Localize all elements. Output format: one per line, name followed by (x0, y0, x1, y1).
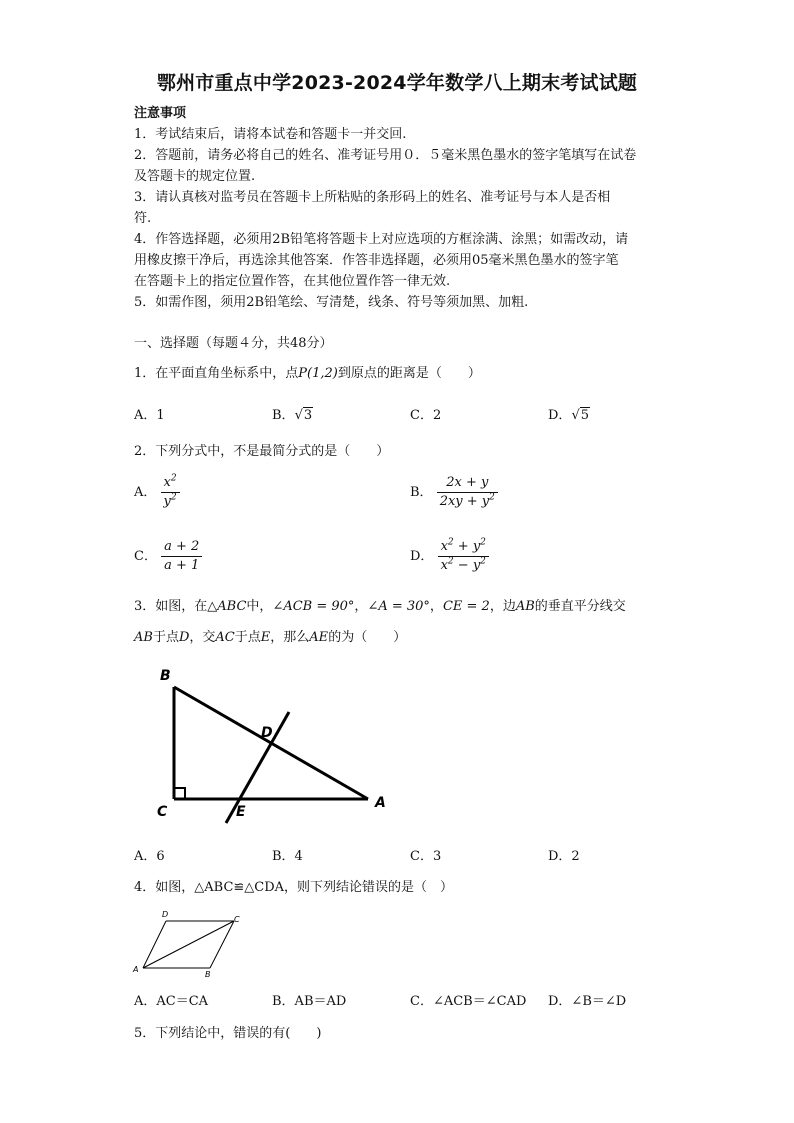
q4-option-d[interactable]: D．∠B＝∠D (548, 994, 627, 1009)
q2-b-den: 2xy + y (439, 494, 490, 509)
q2-d-den-b: − y (453, 558, 481, 573)
q1-option-b-sqrt: √3 (294, 408, 313, 423)
q3-label-d: D (261, 725, 273, 741)
q1-stem-a: 1．在平面直角坐标系中，点 (134, 366, 299, 381)
q3-line2-d: 于点 (234, 630, 261, 645)
q2-option-c-label: C． (134, 549, 157, 564)
q1-option-d-sqrt: √5 (571, 408, 590, 423)
q4-option-a[interactable]: A．AC＝CA (134, 994, 209, 1009)
q3-sep-1: ， (354, 599, 368, 614)
q2-option-a[interactable] (134, 474, 180, 511)
q1-option-b-label: B． (272, 408, 295, 423)
q2-d-den-exp2: 2 (480, 556, 486, 567)
q2-option-c-fraction (161, 538, 202, 575)
notice-line-2: 2．答题前，请务必将自己的姓名、准考证号用０．５毫米黑色墨水的签字笔填写在试卷 (134, 148, 637, 163)
notice-line-9: 5．如需作图，须用2B铅笔绘、写清楚，线条、符号等须加黑、加粗. (134, 295, 529, 310)
q3-point-e: E (260, 630, 271, 645)
q1-option-b-radicand: 3 (303, 408, 313, 423)
q3-triangle-figure (150, 660, 400, 830)
notice-line-7: 用橡皮擦干净后，再选涂其他答案．作答非选择题，必须用05毫米黑色墨水的签字笔 (134, 253, 619, 268)
notice-line-6: 4．作答选择题，必须用2B铅笔将答题卡上对应选项的方框涂满、涂黑；如需改动，请 (134, 232, 629, 247)
q3-line2-ab: AB (134, 630, 153, 645)
q1-option-b[interactable] (272, 405, 313, 426)
q3-sep-2: ， (429, 599, 443, 614)
q2-d-den-exp1: 2 (447, 556, 454, 567)
q1-option-d-label: D． (548, 408, 572, 423)
q3-point-d: D (178, 630, 190, 645)
q1-stem-b: 到原点的距离是（ ） (337, 366, 481, 381)
q2-b-den-exp: 2 (489, 492, 495, 503)
question-4-stem: 4．如图，△ABC≌△CDA，则下列结论错误的是（ ） (134, 880, 454, 895)
q2-d-num-exp2: 2 (480, 537, 486, 548)
question-3-stem-line-2 (134, 627, 406, 648)
question-3-stem-line-1 (134, 596, 626, 617)
notice-line-8: 在答题卡上的指定位置作答，在其他位置作答一律无效. (134, 274, 451, 289)
q4-option-b[interactable]: B．AB＝AD (272, 994, 347, 1009)
q3-label-e: E (236, 804, 246, 820)
question-1-stem (134, 363, 481, 384)
q3-ab: AB (515, 599, 535, 614)
q2-a-num: x (163, 475, 171, 490)
q2-option-a-label: A． (134, 485, 157, 500)
q3-option-b[interactable]: B．4 (272, 849, 303, 864)
q4-parallelogram-figure (130, 908, 250, 980)
q3-stem-b: 中， (246, 599, 273, 614)
q1-point: P(1,2) (298, 366, 338, 381)
q1-option-c-text: 2 (432, 408, 442, 423)
q4-label-d: D (162, 910, 169, 919)
q3-stem-a: 3．如图，在 (134, 599, 208, 614)
q3-stem-c: ，边 (489, 599, 516, 614)
q1-option-c[interactable] (410, 405, 441, 426)
q2-c-den: a + 1 (164, 558, 200, 573)
q2-a-den: y (163, 494, 171, 509)
q1-option-a-label: A． (134, 408, 157, 423)
notice-heading: 注意事项 (134, 106, 187, 121)
exam-title: 鄂州市重点中学2023-2024学年数学八上期末考试试题 (156, 72, 638, 94)
q3-line2-f: 的为（ ） (328, 630, 407, 645)
q3-triangle: △ABC (207, 599, 247, 614)
q3-ae: AE (309, 630, 329, 645)
q3-label-b: B (160, 668, 171, 684)
notice-line-4: 3．请认真核对监考员在答题卡上所粘贴的条形码上的姓名、准考证号与本人是否相 (134, 190, 611, 205)
notice-line-1: 1．考试结束后，请将本试卷和答题卡一并交回. (134, 127, 407, 142)
q2-d-num-b: + y (453, 539, 481, 554)
q1-option-d-radicand: 5 (580, 408, 590, 423)
q2-option-b[interactable] (410, 474, 498, 511)
q2-option-b-fraction (437, 474, 498, 511)
q4-label-b: B (205, 970, 211, 979)
q3-option-d[interactable]: D．2 (548, 849, 580, 864)
notice-line-3: 及答题卡的规定位置. (134, 169, 256, 184)
q3-label-c: C (157, 804, 168, 820)
q2-d-num-exp1: 2 (447, 537, 454, 548)
q4-label-a: A (133, 965, 139, 974)
q3-angle-acb: ∠ACB = 90° (272, 599, 355, 614)
q2-d-den-a: x (440, 558, 448, 573)
q3-stem-d: 的垂直平分线交 (534, 599, 626, 614)
q3-ce: CE = 2 (442, 599, 490, 614)
q4-side-ad (143, 921, 166, 968)
q4-option-c[interactable]: C．∠ACB＝∠CAD (410, 994, 527, 1009)
q4-side-bc (210, 921, 234, 968)
q2-d-num-a: x (440, 539, 448, 554)
q3-label-a: A (375, 795, 386, 811)
q2-option-d-fraction (438, 538, 489, 575)
q3-option-a[interactable]: A．6 (134, 849, 165, 864)
q2-a-num-exp: 2 (170, 473, 177, 484)
q3-line2-e: ，那么 (270, 630, 310, 645)
q2-a-den-exp: 2 (170, 492, 177, 503)
q4-label-c: C (234, 915, 240, 924)
section-choice-heading: 一、选择题（每题４分，共48分） (134, 336, 333, 351)
q1-option-a-text: 1 (156, 408, 165, 423)
q3-option-c[interactable]: C．3 (410, 849, 442, 864)
q4-diagonal-ac (143, 921, 234, 968)
q3-right-angle-mark (174, 788, 185, 799)
q2-b-num: 2x + y (446, 475, 489, 490)
notice-line-5: 符. (134, 211, 152, 226)
q2-option-d[interactable] (410, 538, 489, 575)
q3-angle-a: ∠A = 30° (367, 599, 430, 614)
question-5-stem: 5．下列结论中，错误的有( ) (134, 1026, 322, 1041)
question-2-stem: 2．下列分式中，不是最简分式的是（ ） (134, 444, 390, 459)
q1-option-c-label: C． (410, 408, 433, 423)
q2-option-b-label: B． (410, 485, 433, 500)
q1-option-d[interactable] (548, 405, 590, 426)
q3-line2-b: 于点 (152, 630, 179, 645)
q2-option-a-fraction (161, 474, 180, 511)
q1-option-a[interactable] (134, 405, 165, 426)
q2-option-d-label: D． (410, 549, 434, 564)
q3-line2-c: ，交 (189, 630, 216, 645)
q2-c-num: a + 2 (164, 539, 200, 554)
q2-option-c[interactable] (134, 538, 202, 575)
q3-ac: AC (215, 630, 235, 645)
